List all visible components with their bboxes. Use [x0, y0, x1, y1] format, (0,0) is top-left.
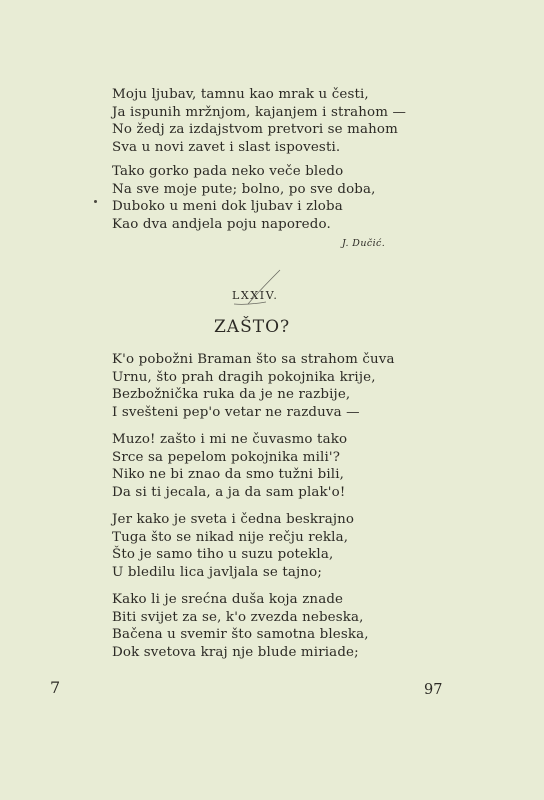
poem-stanza-2	[112, 431, 347, 501]
verse-line: Duboko u meni dok ljubav i zloba	[112, 199, 343, 215]
poem-stanza-3	[112, 511, 354, 581]
verse-line: Na sve moje pute; bolno, po sve doba,	[112, 181, 376, 197]
verse-line: Dok svetova kraj nje blude miriade;	[112, 644, 359, 660]
verse-line: Kako li je srećna duša koja znade	[112, 592, 344, 607]
verse-line: Srce sa pepelom pokojnika mili'?	[112, 449, 341, 465]
verse-line: Što je samo tiho u suzu potekla,	[112, 547, 334, 563]
verse-line: Muzo! zašto i mi ne čuvasmo tako	[112, 432, 348, 447]
signature-mark: 7	[50, 678, 61, 697]
verse-line: Ja ispunih mržnjom, kajanjem i strahom —	[112, 104, 407, 120]
poem-title: ZAŠTO?	[214, 317, 291, 337]
ink-speck	[94, 200, 97, 203]
verse-line: No žedj za izdajstvom pretvori se mahom	[112, 122, 398, 138]
verse-line: Kao dva andjela poju naporedo.	[112, 216, 331, 232]
verse-line: Biti svijet za se, k'o zvezda nebeska,	[112, 609, 364, 625]
verse-line: Niko ne bi znao da smo tužni bili,	[112, 467, 345, 483]
verse-line: Bezbožnička ruka da je ne razbije,	[112, 387, 351, 403]
poem-stanza-4	[112, 591, 369, 661]
author-signature: J. Dučić.	[342, 238, 386, 249]
poem-number: LXXIV.	[232, 289, 279, 302]
verse-line: Jer kako je sveta i čedna beskrajno	[112, 512, 355, 527]
verse-line: Urnu, što prah dragih pokojnika krije,	[112, 369, 376, 385]
verse-line: Da si ti jecala, a ja da sam plak'o!	[112, 484, 346, 500]
verse-line: Tuga što se nikad nije rečju rekla,	[112, 529, 349, 545]
verse-line: Bačena u svemir što samotna bleska,	[112, 627, 369, 643]
verse-line: Sva u novi zavet i slast ispovesti.	[112, 139, 341, 155]
verse-line: U bledilu lica javljala se tajno;	[112, 564, 323, 580]
verse-line: Moju ljubav, tamnu kao mrak u česti,	[112, 87, 369, 102]
page-number: 97	[424, 682, 443, 698]
verse-line: I svešteni pep'o vetar ne razduva —	[112, 404, 360, 420]
verse-line: K'o pobožni Braman što sa strahom čuva	[112, 352, 395, 367]
verse-line: Tako gorko pada neko veče bledo	[112, 164, 344, 179]
prev-poem-stanza-2	[112, 163, 376, 233]
poem-stanza-1	[112, 351, 395, 421]
pencil-mark-icon	[230, 268, 290, 308]
prev-poem-stanza-1	[112, 86, 406, 156]
